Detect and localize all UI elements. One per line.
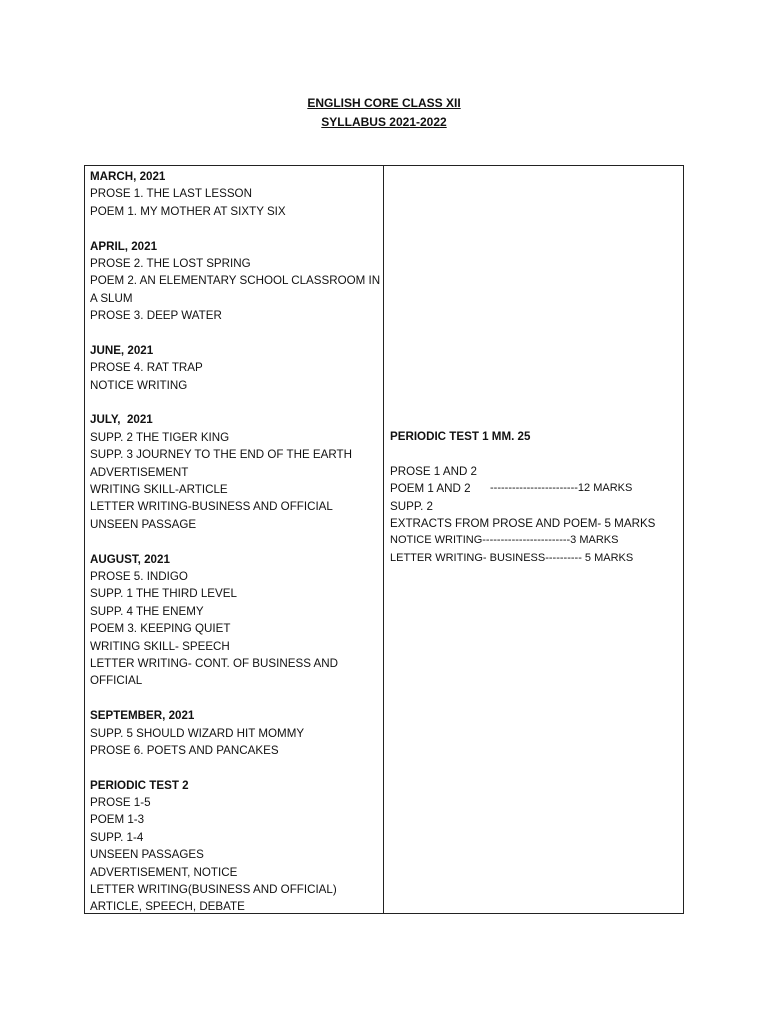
month-heading-july: JULY, 2021 [90,413,153,427]
topic-item: SUPP. 3 JOURNEY TO THE END OF THE EARTH [90,448,353,462]
topic-item: PROSE 1. THE LAST LESSON [90,187,252,201]
syllabus-right-column [384,166,683,913]
topic-item: LETTER WRITING-BUSINESS AND OFFICIAL [90,500,333,514]
topic-item: POEM 1. MY MOTHER AT SIXTY SIX [90,204,286,218]
topic-item: LETTER WRITING- CONT. OF BUSINESS AND [90,656,338,670]
spacer [90,325,383,342]
test-1-item: EXTRACTS FROM PROSE AND POEM- 5 MARKS [390,516,656,530]
topic-item: WRITING SKILL- SPEECH [90,639,230,653]
topic-item: WRITING SKILL-ARTICLE [90,483,228,497]
spacer [90,759,383,776]
topic-item: NOTICE WRITING [90,378,188,392]
topic-item: PROSE 3. DEEP WATER [90,309,222,323]
test-1-item-marks: ------------------------12 MARKS [490,482,633,495]
test-1-item: LETTER WRITING- BUSINESS---------- 5 MARKS [390,551,634,564]
spacer [90,394,383,411]
periodic-test-1-block [390,428,655,567]
syllabus-left-column [85,166,384,913]
topic-item: A SLUM [90,291,133,305]
test-1-item: NOTICE WRITING------------------------3 MARKS [390,534,619,547]
topic-item: SUPP. 1 THE THIRD LEVEL [90,587,237,601]
spacer [390,445,655,462]
test-1-item: PROSE 1 AND 2 [390,464,477,478]
topic-item: PROSE 6. POETS AND PANCAKES [90,743,279,757]
spacer [90,533,383,550]
month-heading-september: SEPTEMBER, 2021 [90,709,195,723]
topic-item: UNSEEN PASSAGES [90,848,204,862]
topic-item: LETTER WRITING(BUSINESS AND OFFICIAL) [90,883,337,897]
topic-item: PROSE 4. RAT TRAP [90,361,203,375]
spacer [90,690,383,707]
syllabus-table [84,165,684,914]
test-1-marks-row [390,480,655,497]
month-heading-march: MARCH, 2021 [90,170,166,183]
month-heading-june: JUNE, 2021 [90,343,154,357]
document-title: ENGLISH CORE CLASS XII [307,96,461,110]
topic-item: PROSE 5. INDIGO [90,569,188,583]
document-subtitle: SYLLABUS 2021-2022 [321,115,447,129]
periodic-test-2-heading: PERIODIC TEST 2 [90,778,189,792]
month-heading-august: AUGUST, 2021 [90,552,170,566]
spacer [90,220,383,237]
topic-item: SUPP. 1-4 [90,830,144,844]
topic-item: SUPP. 4 THE ENEMY [90,604,204,618]
test-1-item-label: POEM 1 AND 2 [390,482,471,496]
topic-item: SUPP. 5 SHOULD WIZARD HIT MOMMY [90,726,305,740]
topic-item: OFFICIAL [90,674,143,688]
topic-item: POEM 3. KEEPING QUIET [90,622,231,636]
topic-item: POEM 2. AN ELEMENTARY SCHOOL CLASSROOM IN [90,274,381,288]
topic-item: POEM 1-3 [90,813,145,827]
topic-item: PROSE 2. THE LOST SPRING [90,256,251,270]
topic-item: SUPP. 2 THE TIGER KING [90,430,230,444]
topic-item: ARTICLE, SPEECH, DEBATE [90,900,245,914]
test-1-item: SUPP. 2 [390,499,433,513]
topic-item: ADVERTISEMENT [90,465,189,479]
periodic-test-1-heading: PERIODIC TEST 1 MM. 25 [390,430,531,443]
topic-item: UNSEEN PASSAGE [90,517,197,531]
topic-item: ADVERTISEMENT, NOTICE [90,865,238,879]
topic-item: PROSE 1-5 [90,796,151,810]
month-heading-april: APRIL, 2021 [90,239,158,253]
